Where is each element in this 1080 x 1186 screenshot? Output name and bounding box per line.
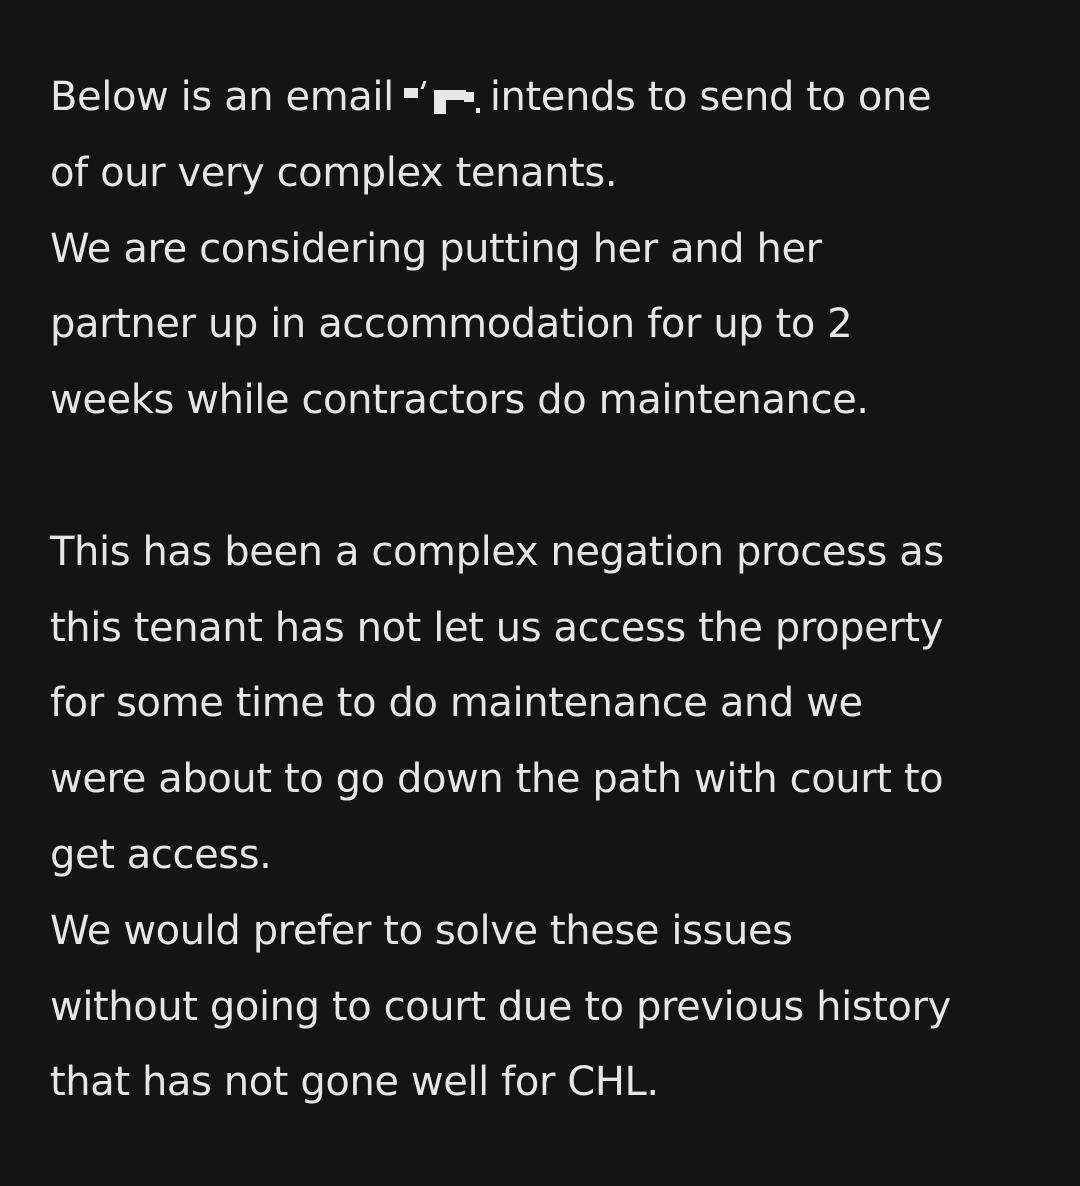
text-line: weeks while contractors do maintenance.: [50, 377, 869, 424]
text-line: This has been a complex negation process as: [50, 528, 944, 575]
paragraph-1: [50, 60, 1040, 439]
redacted-name-block: [400, 76, 486, 116]
text-line: for some time to do maintenance and we: [50, 680, 863, 727]
text-line: without going to court due to previous history: [50, 983, 951, 1030]
text-segment: Below is an email: [50, 74, 394, 120]
paragraph-2: [50, 515, 1040, 1121]
message-text: [50, 60, 1040, 1121]
text-line: [50, 60, 1040, 136]
text-line: We would prefer to solve these issues: [50, 907, 793, 954]
text-line: We are considering putting her and her: [50, 225, 822, 272]
text-segment: intends to send to one: [489, 74, 932, 120]
text-line: this tenant has not let us access the property: [50, 604, 943, 651]
text-line: were about to go down the path with court to: [50, 756, 944, 803]
text-line: of our very complex tenants.: [50, 149, 618, 196]
text-line: that has not gone well for CHL.: [50, 1059, 659, 1106]
text-line: partner up in accommodation for up to 2: [50, 301, 853, 348]
text-line: get access.: [50, 831, 272, 878]
